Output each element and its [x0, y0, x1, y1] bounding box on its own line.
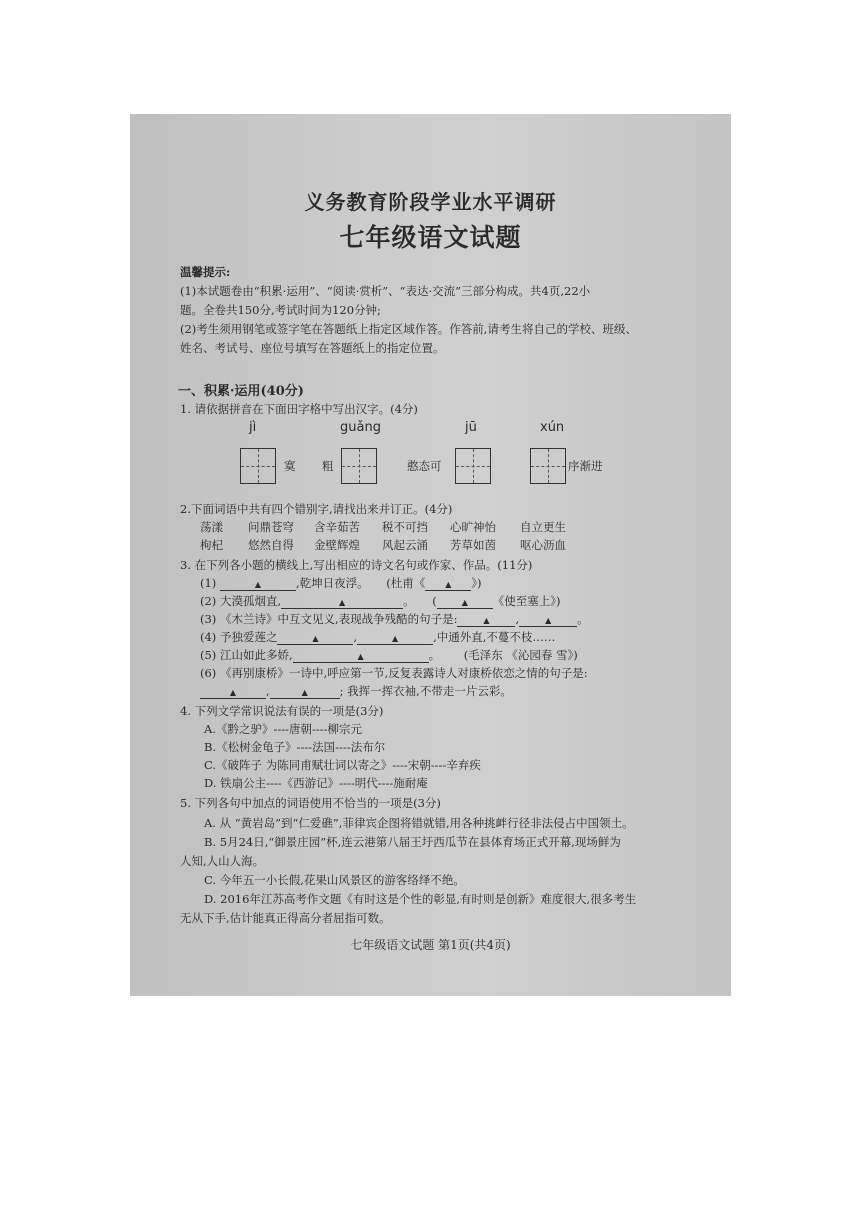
q4-option: B.《松树金龟子》----法国----法布尔: [204, 740, 386, 754]
q5-option-cont: 人知,人山人海。: [180, 854, 265, 868]
pinyin-label: jì: [249, 420, 257, 435]
answer-blank[interactable]: ▲: [457, 615, 515, 627]
notice-line: 姓名、考试号、座位号填写在答题纸上的指定位置。: [180, 341, 445, 355]
q5-option: C. 今年五一小长假,花果山风景区的游客络绎不绝。: [204, 873, 465, 887]
tianzige-box: [240, 448, 276, 484]
word-fragment: 憨态可: [407, 459, 442, 473]
word-item: 荡漾: [200, 520, 223, 534]
notice-line: (2)考生须用钢笔或签字笔在答题纸上指定区域作答。作答前,请考生将自己的学校、班级、: [180, 322, 637, 336]
answer-blank[interactable]: ▲: [357, 633, 433, 645]
answer-blank[interactable]: ▲: [519, 615, 577, 627]
pinyin-label: guǎng: [340, 420, 381, 435]
q3-line-5: (5) 江山如此多娇, ▲ 。 (毛泽东 《沁园春 雪》): [200, 648, 578, 662]
answer-blank[interactable]: ▲: [277, 633, 353, 645]
q3-line-4: (4) 予独爱莲之 ▲ , ▲ ,中通外直,不蔓不枝……: [200, 630, 556, 644]
word-item: 芳草如茵: [450, 538, 496, 552]
q4-option: C.《破阵子 为陈同甫赋壮词以寄之》----宋朝----辛弃疾: [204, 758, 481, 772]
word-item: 自立更生: [520, 520, 566, 534]
section-heading: 一、积累·运用(40分): [178, 384, 304, 399]
answer-blank[interactable]: ▲: [437, 597, 493, 609]
q1-stem: 1. 请依据拼音在下面田字格中写出汉字。(4分): [180, 402, 418, 416]
word-item: 悠然自得: [248, 538, 294, 552]
word-item: 问鼎苍穹: [248, 520, 294, 534]
exam-subtitle: 七年级语文试题: [339, 223, 522, 252]
q4-option: A.《黔之驴》----唐朝----柳宗元: [204, 722, 363, 736]
notice-line: 题。全卷共150分,考试时间为120分钟;: [180, 303, 381, 317]
word-item: 心旷神怡: [450, 520, 496, 534]
exam-title: 义务教育阶段学业水平调研: [304, 190, 557, 214]
answer-blank[interactable]: ▲: [270, 687, 340, 699]
q3-line-3: (3) 《木兰诗》中互文见义,表现战争残酷的句子是: ▲ , ▲ 。: [200, 612, 589, 626]
pinyin-label: jū: [465, 420, 477, 435]
answer-blank[interactable]: ▲: [220, 579, 296, 591]
word-item: 呕心沥血: [520, 538, 566, 552]
q2-stem: 2.下面词语中共有四个错别字,请找出来并订正。(4分): [180, 502, 453, 516]
answer-blank[interactable]: ▲: [425, 579, 471, 591]
q3-line-1: (1) ▲ ,乾坤日夜浮。 (杜甫《 ▲ 》): [200, 576, 482, 590]
answer-blank[interactable]: ▲: [281, 597, 403, 609]
q3-stem: 3. 在下列各小题的横线上,写出相应的诗文名句或作家、作品。(11分): [180, 558, 533, 572]
word-fragment: 粗: [322, 459, 334, 473]
q5-option: A. 从 “黄岩岛”到“仁爱礁”,菲律宾企图将错就错,用各种挑衅行径非法侵占中国领土。: [204, 816, 634, 830]
word-item: 含辛茹苦: [314, 520, 360, 534]
q5-stem: 5. 下列各句中加点的词语使用不恰当的一项是(3分): [180, 796, 441, 810]
tianzige-box: [341, 448, 377, 484]
word-fragment: 寞: [284, 459, 296, 473]
word-item: 税不可挡: [382, 520, 428, 534]
q4-stem: 4. 下列文学常识说法有误的一项是(3分): [180, 704, 384, 718]
answer-blank[interactable]: ▲: [293, 651, 429, 663]
q3-line-6b: ▲ , ▲ ; 我挥一挥衣袖,不带走一片云彩。: [200, 684, 512, 699]
exam-paper-photo: [130, 114, 731, 996]
word-item: 金壁辉煌: [314, 538, 360, 552]
q3-line-2: (2) 大漠孤烟直, ▲ 。 ( ▲ 《使至塞上》): [200, 594, 561, 608]
word-item: 枸杞: [200, 538, 223, 552]
notice-line: (1)本试题卷由“积累·运用”、“阅读·赏析”、“表达·交流”三部分构成。共4页,22小: [180, 284, 591, 298]
q4-option: D. 铁扇公主----《西游记》----明代----施耐庵: [204, 776, 428, 790]
word-item: 风起云涌: [382, 538, 428, 552]
page-footer: 七年级语文试题 第1页(共4页): [350, 938, 511, 952]
q5-option: D. 2016年江苏高考作文题《有时这是个性的彰显,有时则是创新》难度很大,很多考生: [204, 892, 637, 906]
q3-line-6: (6) 《再别康桥》一诗中,呼应第一节,反复表露诗人对康桥依恋之情的句子是:: [200, 666, 588, 680]
notice-heading: 温馨提示:: [180, 265, 231, 279]
pinyin-label: xún: [540, 420, 565, 435]
answer-blank[interactable]: ▲: [200, 687, 266, 699]
tianzige-box: [530, 448, 566, 484]
tianzige-box: [455, 448, 491, 484]
q5-option: B. 5月24日,“御景庄园”杯,连云港第八届王圩西瓜节在县体育场正式开幕,现场鲜为: [204, 835, 621, 849]
q5-option-cont: 无从下手,估计能真正得高分者屈指可数。: [180, 911, 391, 925]
word-fragment: 序渐进: [568, 459, 603, 473]
